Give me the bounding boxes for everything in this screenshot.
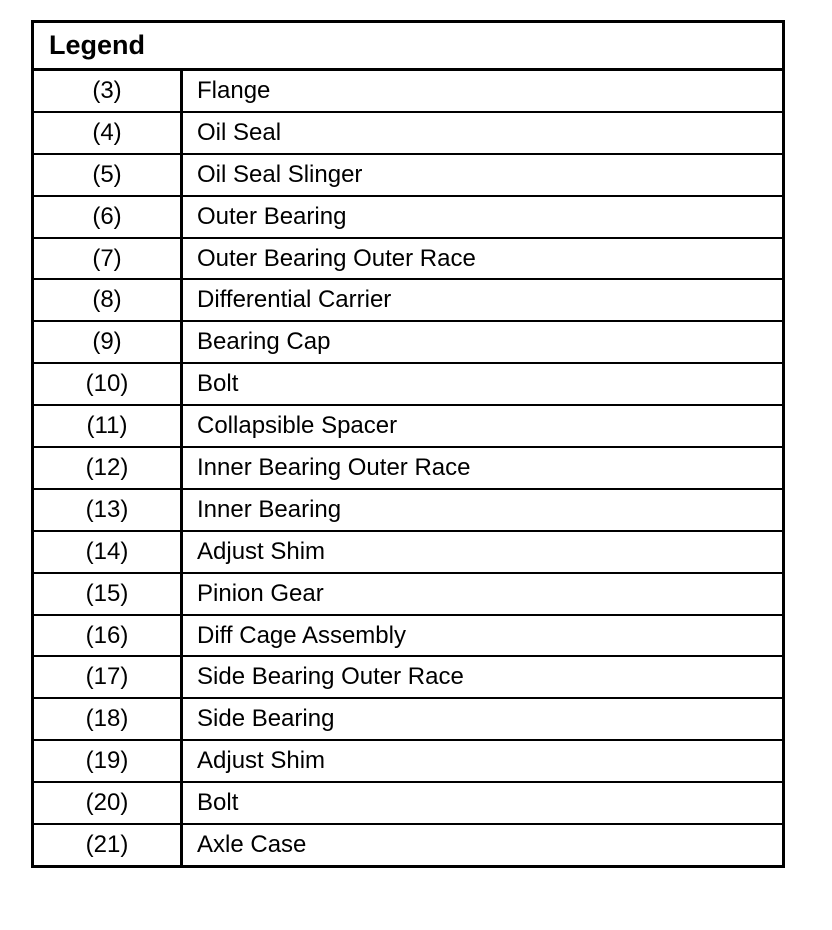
table-row [34, 71, 782, 113]
part-number: (14) [34, 532, 183, 572]
part-name: Bearing Cap [197, 328, 331, 356]
table-row [34, 783, 782, 825]
part-name: Pinion Gear [197, 579, 324, 607]
part-number: (13) [34, 490, 183, 530]
part-name: Oil Seal [197, 118, 282, 146]
table-row [34, 699, 782, 741]
part-number: (20) [34, 783, 183, 823]
table-row [34, 532, 782, 574]
part-number: (19) [34, 741, 183, 781]
part-name: Diff Cage Assembly [197, 621, 406, 649]
part-number: (16) [34, 616, 183, 656]
part-name: Outer Bearing Outer Race [197, 244, 476, 272]
part-name: Flange [197, 76, 271, 104]
legend-rows [34, 71, 782, 865]
table-row [34, 825, 782, 865]
part-name: Bolt [197, 789, 239, 817]
part-number: (9) [34, 322, 183, 362]
part-number: (11) [34, 406, 183, 446]
table-row [34, 239, 782, 281]
part-name: Outer Bearing [197, 202, 347, 230]
part-number: (3) [34, 71, 183, 111]
part-number: (12) [34, 448, 183, 488]
part-number: (18) [34, 699, 183, 739]
part-name: Adjust Shim [197, 537, 326, 565]
table-row [34, 616, 782, 658]
part-number: (7) [34, 239, 183, 279]
part-name: Side Bearing [197, 705, 335, 733]
table-row [34, 741, 782, 783]
table-row [34, 113, 782, 155]
part-number: (5) [34, 155, 183, 195]
part-name: Inner Bearing [197, 495, 342, 523]
table-row [34, 657, 782, 699]
part-number: (8) [34, 280, 183, 320]
table-row [34, 197, 782, 239]
part-number: (17) [34, 657, 183, 697]
table-row [34, 280, 782, 322]
part-number: (6) [34, 197, 183, 237]
part-name: Adjust Shim [197, 747, 326, 775]
part-number: (15) [34, 574, 183, 614]
part-name: Oil Seal Slinger [197, 160, 363, 188]
part-name: Axle Case [197, 830, 307, 858]
table-row [34, 155, 782, 197]
part-name: Bolt [197, 370, 239, 398]
part-name: Inner Bearing Outer Race [197, 453, 471, 481]
table-row [34, 448, 782, 490]
table-row [34, 406, 782, 448]
part-number: (4) [34, 113, 183, 153]
part-name: Differential Carrier [197, 286, 392, 314]
table-row [34, 322, 782, 364]
table-row [34, 574, 782, 616]
table-row [34, 364, 782, 406]
part-name: Collapsible Spacer [197, 412, 398, 440]
legend-table [31, 20, 785, 868]
part-number: (10) [34, 364, 183, 404]
legend-title: Legend [34, 23, 782, 71]
part-name: Side Bearing Outer Race [197, 663, 464, 691]
part-number: (21) [34, 825, 183, 865]
table-row [34, 490, 782, 532]
